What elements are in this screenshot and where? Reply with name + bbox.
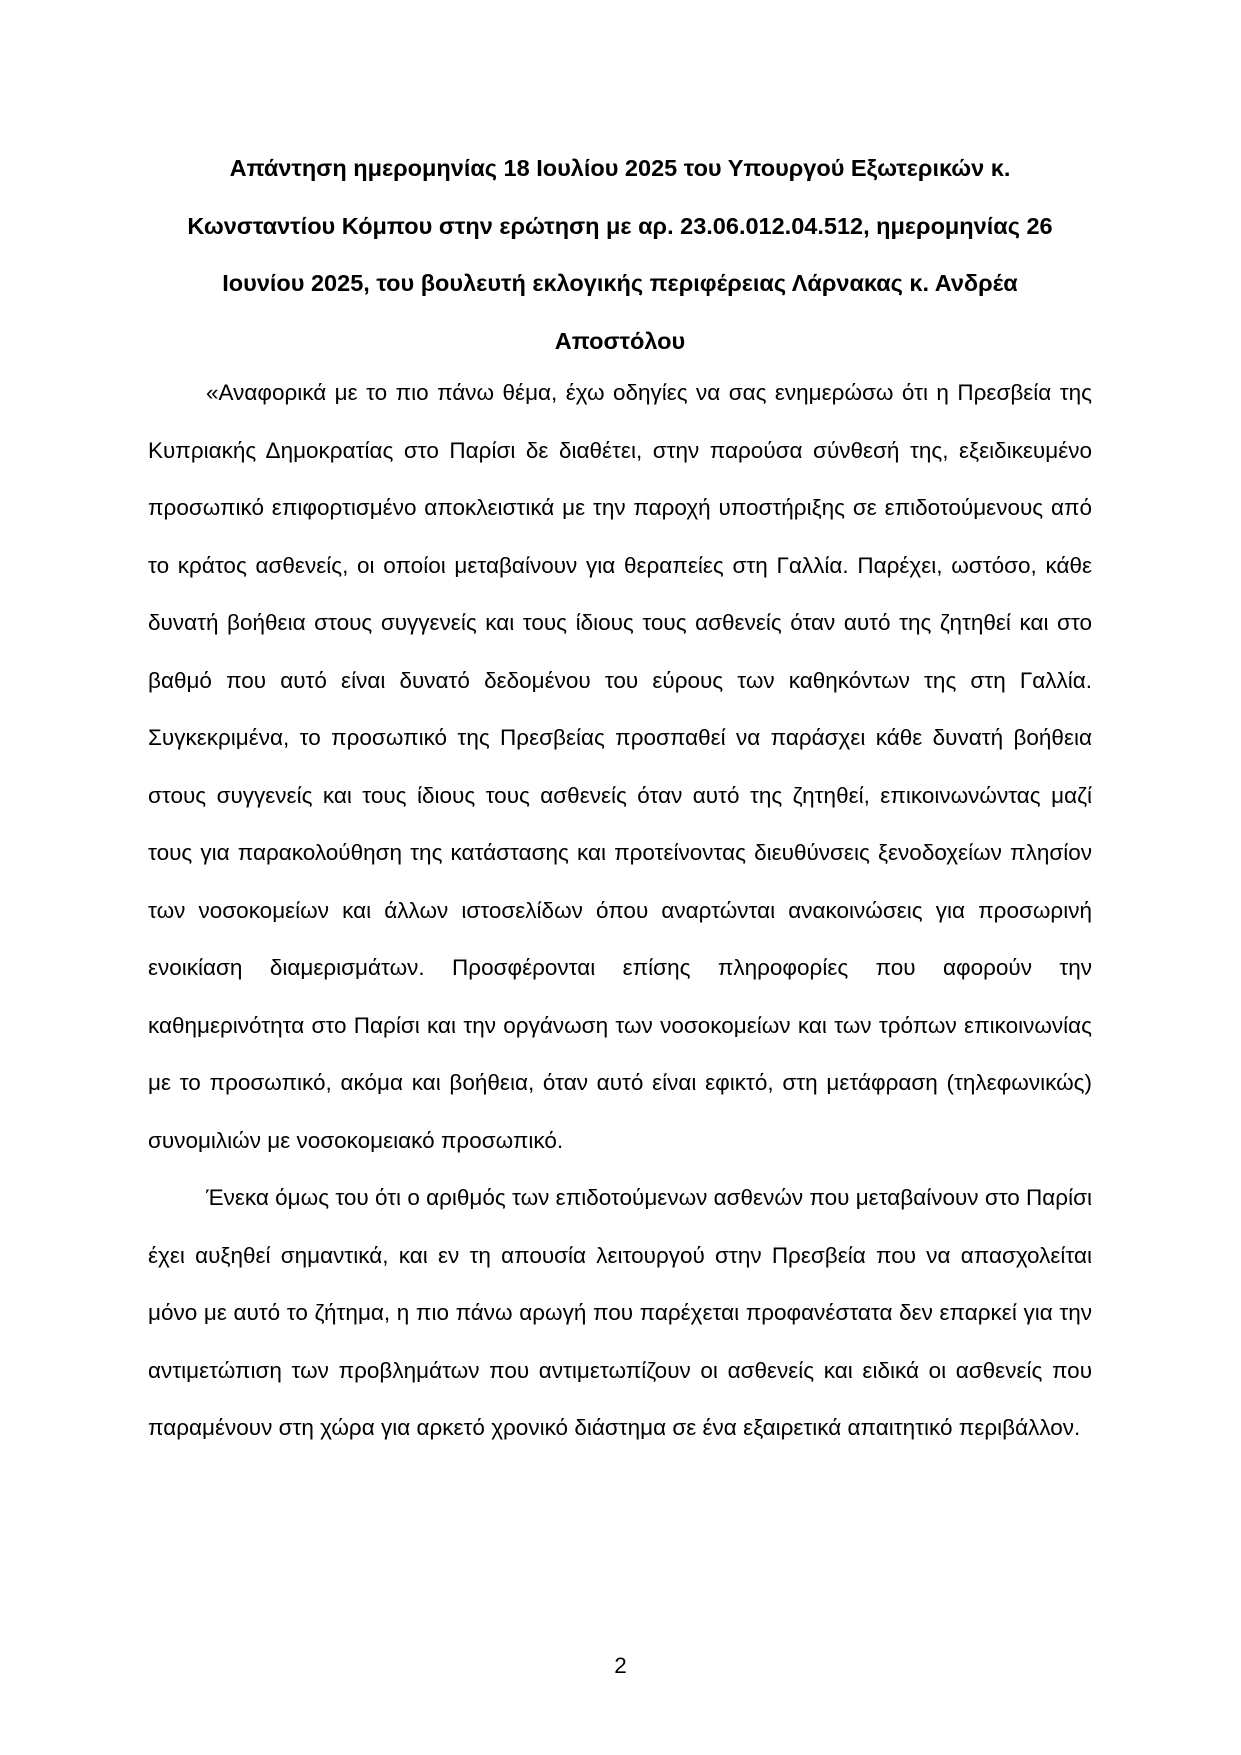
title-line: Απάντηση ημερομηνίας 18 Ιουλίου 2025 του Υπουργού Εξωτερικών κ.: [229, 155, 1011, 181]
title-line: Ιουνίου 2025, του βουλευτή εκλογικής περιφέρειας Λάρνακας κ. Ανδρέα: [222, 270, 1018, 296]
document-body: [148, 364, 1092, 1457]
title-line: Αποστόλου: [554, 327, 686, 354]
title-line: Κωνσταντίου Κόμπου στην ερώτηση με αρ. 23.06.012.04.512, ημερομηνίας 26: [187, 212, 1053, 239]
document-title: [148, 140, 1092, 370]
body-paragraph: Ένεκα όμως του ότι ο αριθμός των επιδοτούμενων ασθενών που μεταβαίνουν στο Παρίσι έχει αυξηθεί σημαντικά, και εν τη απουσία λειτουργού στην Πρεσβεία που να απασχολείται μόνο με αυτό το ζήτημα, η πιο πάνω αρωγή που παρέχεται προφανέστατα δεν επαρκεί για την αντιμετώπιση των προβλημάτων που αντιμετωπίζουν οι ασθενείς και ειδικά οι ασθενείς που παραμένουν στη χώρα για αρκετό χρονικό διάστημα σε ένα εξαιρετικά απαιτητικό περιβάλλον.: [148, 1185, 1092, 1440]
page-number: 2: [614, 1653, 627, 1678]
body-paragraph: «Αναφορικά με το πιο πάνω θέμα, έχω οδηγίες να σας ενημερώσω ότι η Πρεσβεία της Κυπριακής Δημοκρατίας στο Παρίσι δε διαθέτει, στην παρούσα σύνθεσή της, εξειδικευμένο προσωπικό επιφορτισμένο αποκλειστικά με την παροχή υποστήριξης σε επιδοτούμενους από το κράτος ασθενείς, οι οποίοι μεταβαίνουν για θεραπείες στη Γαλλία. Παρέχει, ωστόσο, κάθε δυνατή βοήθεια στους συγγενείς και τους ίδιους τους ασθενείς όταν αυτό της ζητηθεί και στο βαθμό που αυτό είναι δυνατό δεδομένου του εύρους των καθηκόντων της στη Γαλλία. Συγκεκριμένα, το προσωπικό της Πρεσβείας προσπαθεί να παράσχει κάθε δυνατή βοήθεια στους συγγενείς και τους ίδιους τους ασθενείς όταν αυτό της ζητηθεί, επικοινωνώντας μαζί τους για παρακολούθηση της κατάστασης και προτείνοντας διευθύνσεις ξενοδοχείων πλησίον των νοσοκομείων και άλλων ιστοσελίδων όπου αναρτώνται ανακοινώσεις για προσωρινή ενοικίαση διαμερισμάτων. Προσφέρονται επίσης πληροφορίες που αφορούν την καθημερινότητα στο Παρίσι και την οργάνωση των νοσοκομείων και των τρόπων επικοινωνίας με το προσωπικό, ακόμα και βοήθεια, όταν αυτό είναι εφικτό, στη μετάφραση (τηλεφωνικώς) συνομιλιών με νοσοκομειακό προσωπικό.: [148, 380, 1092, 1153]
